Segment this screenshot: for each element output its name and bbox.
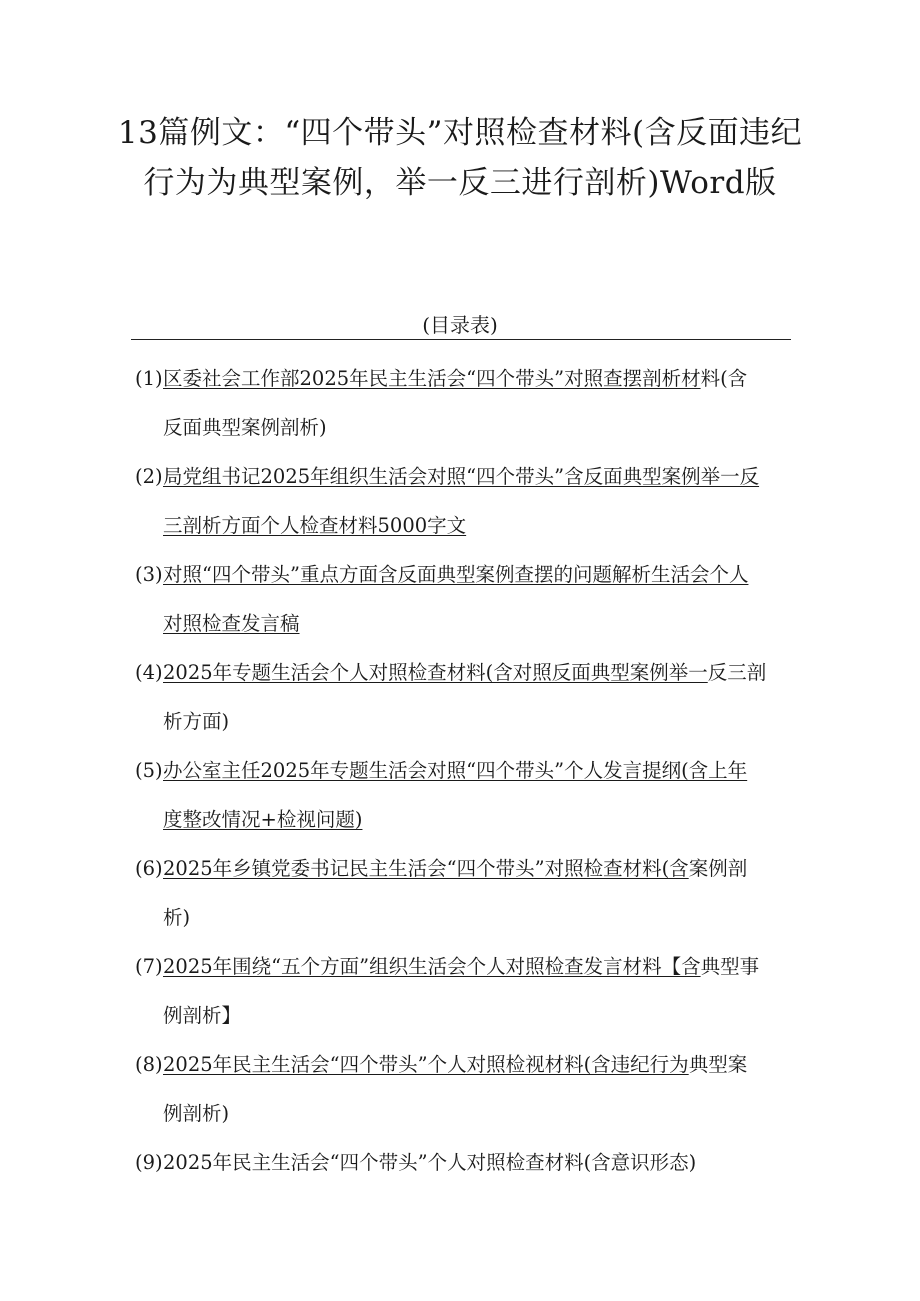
toc-item-link[interactable]: 2025年围绕“五个方面”组织生活会个人对照检查发言材料【含	[163, 955, 701, 978]
toc-item-7[interactable]	[135, 942, 795, 1040]
toc-item-number: (2)	[135, 465, 163, 488]
toc-item-text: 料(含	[700, 367, 748, 390]
toc-item-3[interactable]	[135, 550, 795, 648]
toc-item-link[interactable]: 对照检查发言稿	[163, 612, 300, 635]
toc-item-number: (6)	[135, 857, 163, 880]
toc-item-link[interactable]: 办公室主任2025年专题生活会对照“四个带头”个人发言提纲(含上年	[163, 759, 748, 782]
document-title-line-2: 行为为典型案例，举一反三进行剖析)Word版	[143, 165, 777, 201]
toc-item-8[interactable]	[135, 1040, 795, 1138]
toc-item-6[interactable]	[135, 844, 795, 942]
toc-item-text: 析)	[163, 906, 191, 929]
toc-item-5[interactable]	[135, 746, 795, 844]
toc-item-text: 例剖析)	[163, 1102, 230, 1125]
toc-divider	[131, 339, 791, 340]
toc-item-text: 反面典型案例剖析)	[163, 416, 327, 439]
toc-item-text: 反三剖	[707, 661, 767, 684]
toc-item-2[interactable]	[135, 452, 795, 550]
toc-item-number: (8)	[135, 1053, 163, 1076]
toc-item-link[interactable]: 局党组书记2025年组织生活会对照“四个带头”含反面典型案例举一反	[163, 465, 760, 488]
table-of-contents	[135, 354, 795, 1187]
toc-item-4[interactable]	[135, 648, 795, 746]
toc-heading: (目录表)	[422, 313, 498, 337]
toc-item-link[interactable]: 2025年乡镇党委书记民主生活会“四个带头”对照检查材料(含	[163, 857, 689, 880]
toc-item-link[interactable]: 度整改情况+检视问题)	[163, 808, 363, 831]
toc-item-link[interactable]: 2025年专题生活会个人对照检查材料(含对照反面典型案例举一	[163, 661, 708, 684]
toc-item-link[interactable]: 2025年民主生活会“四个带头”个人对照检视材料(含违纪行为	[163, 1053, 689, 1076]
toc-item-text: 例剖析】	[163, 1004, 242, 1027]
document-title-line-1: 13篇例文：“四个带头”对照检查材料(含反面违纪	[117, 115, 803, 151]
toc-item-link[interactable]: 三剖析方面个人检查材料5000字文	[163, 514, 467, 537]
toc-item-text: 典型事	[700, 955, 760, 978]
toc-item-9[interactable]	[135, 1138, 795, 1187]
toc-item-text: 典型案	[688, 1053, 748, 1076]
toc-item-number: (9)	[135, 1151, 163, 1174]
toc-item-number: (1)	[135, 367, 163, 390]
toc-item-text: 2025年民主生活会“四个带头”个人对照检查材料(含意识形态)	[163, 1151, 697, 1174]
toc-item-1[interactable]	[135, 354, 795, 452]
toc-item-link[interactable]: 对照“四个带头”重点方面含反面典型案例查摆的问题解析生活会个人	[163, 563, 749, 586]
toc-item-number: (4)	[135, 661, 163, 684]
toc-item-number: (3)	[135, 563, 163, 586]
document-title	[100, 108, 820, 208]
toc-item-number: (5)	[135, 759, 163, 782]
toc-item-text: 案例剖	[688, 857, 748, 880]
toc-item-number: (7)	[135, 955, 163, 978]
toc-item-link[interactable]: 区委社会工作部2025年民主生活会“四个带头”对照查摆剖析材	[163, 367, 701, 390]
toc-item-text: 析方面)	[163, 710, 230, 733]
